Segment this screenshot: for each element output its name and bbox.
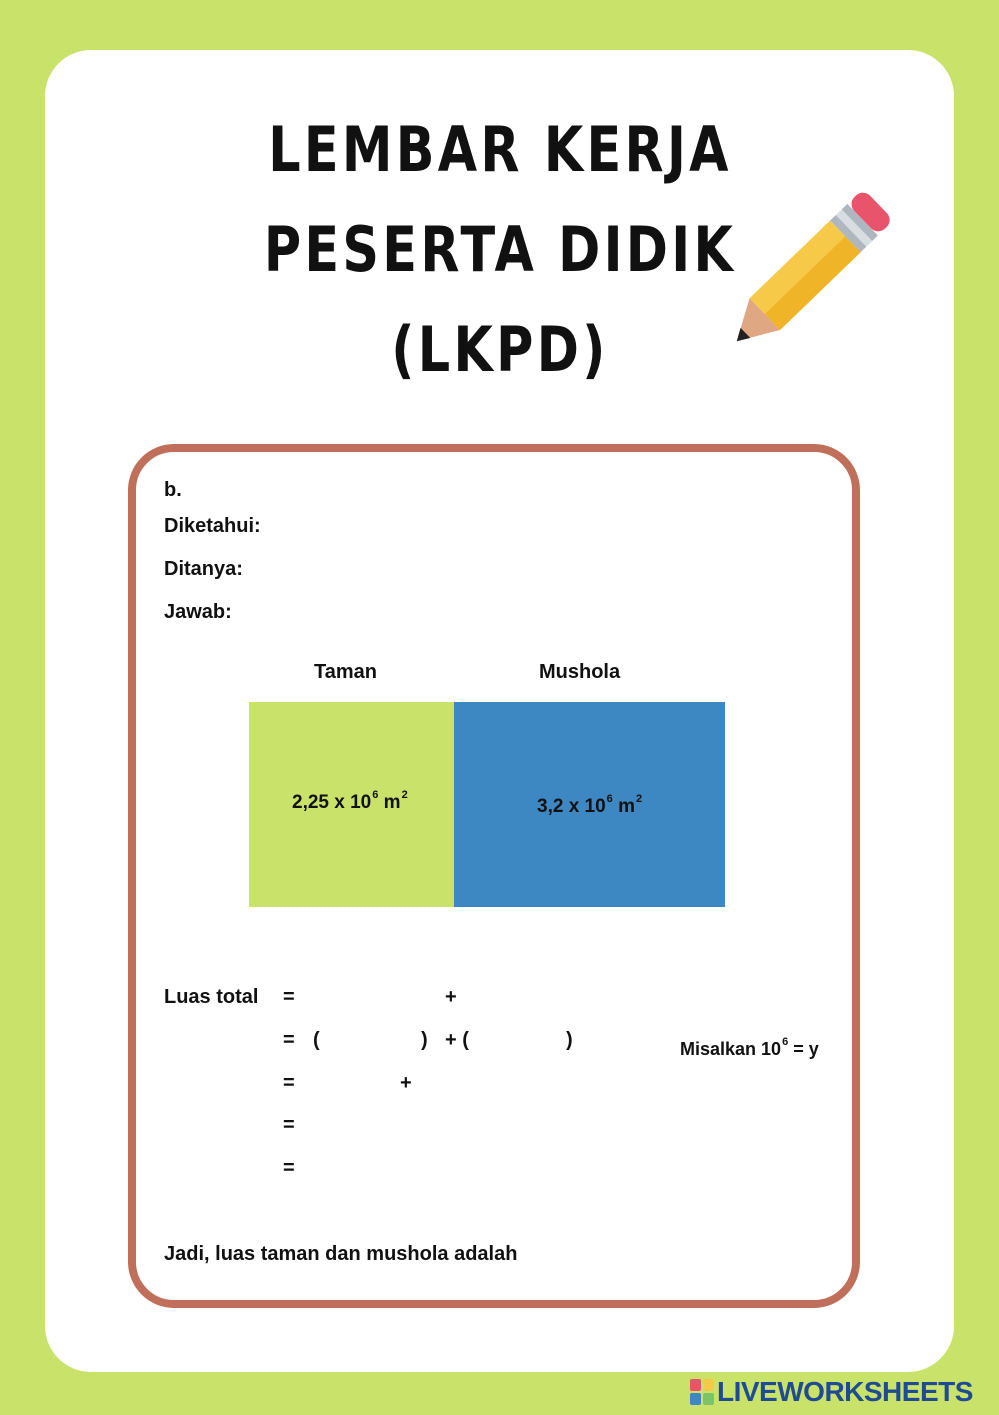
garden-area: 2,25 x $10^6$ $m^2$ — [292, 789, 408, 813]
equals-sign: = — [283, 1072, 295, 1094]
answer-label: Jawab: — [164, 601, 232, 623]
page-title — [254, 100, 746, 400]
known-label: Diketahui: — [164, 515, 261, 537]
asked-label: Ditanya: — [164, 558, 243, 580]
substitution-hint: Misalkan $10^6 = y$ — [680, 1036, 819, 1059]
mosque-label: Mushola — [539, 661, 621, 683]
open-paren: ( — [313, 1029, 320, 1051]
title-line-2: PESERTA DIDIK — [263, 213, 737, 286]
close-paren: ) — [566, 1029, 573, 1051]
pencil-icon — [722, 180, 904, 358]
plus-open-paren: + ( — [445, 1029, 469, 1051]
liveworksheets-logo-icon — [690, 1379, 714, 1405]
plus-sign: + — [445, 986, 457, 1008]
equals-sign: = — [283, 1157, 295, 1179]
equals-sign: = — [283, 1029, 295, 1051]
total-area-label: Luas total — [164, 986, 259, 1008]
liveworksheets-watermark — [690, 1376, 973, 1408]
garden-label: Taman — [314, 661, 377, 683]
conclusion-text: Jadi, luas taman dan mushola adalah — [164, 1243, 518, 1265]
mosque-area: 3,2 x $10^6$ $m^2$ — [537, 793, 643, 817]
close-paren: ) — [421, 1029, 428, 1051]
equals-sign: = — [283, 1114, 295, 1136]
title-line-1: LEMBAR KERJA — [268, 113, 732, 186]
equals-sign: = — [283, 986, 295, 1008]
title-line-3: (LKPD) — [391, 313, 609, 386]
plus-sign: + — [400, 1072, 412, 1094]
item-label: b. — [164, 479, 182, 501]
watermark-text: LIVEWORKSHEETS — [717, 1376, 973, 1407]
